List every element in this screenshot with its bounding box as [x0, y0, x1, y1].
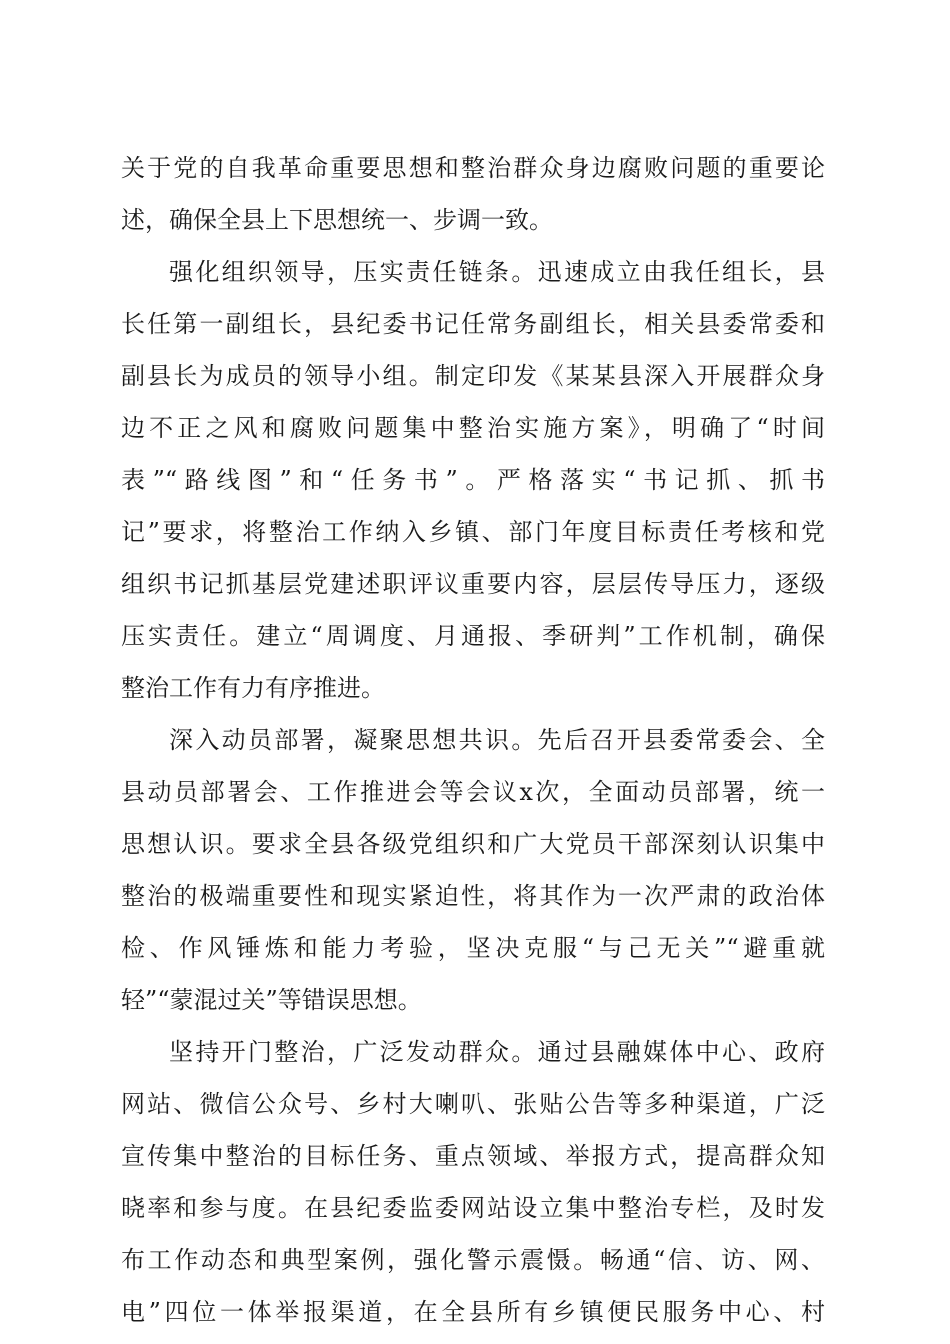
- text-line: 轻”“蒙混过关”等错误思想。: [121, 986, 422, 1014]
- text-line: 压实责任。建立“周调度、月通报、季研判”工作机制，确保: [121, 622, 825, 650]
- paragraph-2: [121, 246, 825, 714]
- paragraph-1: [121, 142, 825, 246]
- text-line: 宣传集中整治的目标任务、重点领域、举报方式，提高群众知: [121, 1142, 825, 1170]
- text-line: 检、作风锤炼和能力考验，坚决克服“与己无关”“避重就: [121, 934, 825, 962]
- paragraph-3: [121, 714, 825, 1026]
- paragraph-4: [121, 1026, 825, 1338]
- text-line: 表”“路线图”和“任务书”。严格落实“书记抓、抓书: [121, 466, 825, 494]
- text-line: 深入动员部署，凝聚思想共识。先后召开县委常委会、全: [169, 726, 825, 754]
- text-line: 网站、微信公众号、乡村大喇叭、张贴公告等多种渠道，广泛: [121, 1090, 825, 1118]
- text-line: 组织书记抓基层党建述职评议重要内容，层层传导压力，逐级: [121, 570, 825, 598]
- text-line: 关于党的自我革命重要思想和整治群众身边腐败问题的重要论: [121, 154, 825, 182]
- text-line: 整治工作有力有序推进。: [121, 674, 385, 702]
- text-line: 坚持开门整治，广泛发动群众。通过县融媒体中心、政府: [169, 1038, 825, 1066]
- text-line: 思想认识。要求全县各级党组织和广大党员干部深刻认识集中: [121, 830, 825, 858]
- text-line: 县动员部署会、工作推进会等会议x次，全面动员部署，统一: [121, 778, 825, 806]
- text-line: 边不正之风和腐败问题集中整治实施方案》，明确了“时间: [121, 414, 825, 442]
- text-line: 述，确保全县上下思想统一、步调一致。: [121, 206, 553, 234]
- text-line: 布工作动态和典型案例，强化警示震慑。畅通“信、访、网、: [121, 1246, 825, 1274]
- text-line: 副县长为成员的领导小组。制定印发《某某县深入开展群众身: [121, 362, 825, 390]
- text-line: 电”四位一体举报渠道，在全县所有乡镇便民服务中心、村: [121, 1298, 825, 1326]
- text-line: 长任第一副组长，县纪委书记任常务副组长，相关县委常委和: [121, 310, 825, 338]
- text-line: 晓率和参与度。在县纪委监委网站设立集中整治专栏，及时发: [121, 1194, 825, 1222]
- text-line: 整治的极端重要性和现实紧迫性，将其作为一次严肃的政治体: [121, 882, 825, 910]
- document-body: [121, 142, 825, 1338]
- text-line: 记”要求，将整治工作纳入乡镇、部门年度目标责任考核和党: [121, 518, 825, 546]
- text-line: 强化组织领导，压实责任链条。迅速成立由我任组长，县: [169, 258, 825, 286]
